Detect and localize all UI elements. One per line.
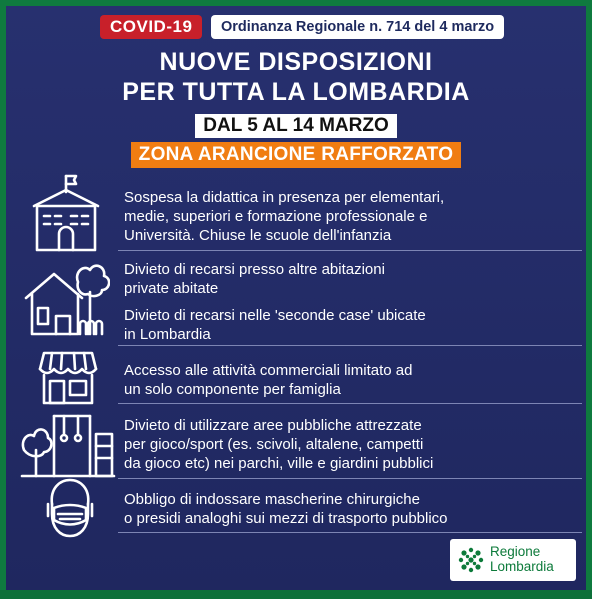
item-line: medie, superiori e formazione professionale e [124,208,428,225]
title-line-2: PER TUTTA LA LOMBARDIA [122,78,470,106]
item-text-school [124,188,564,245]
item-line: Accesso alle attività commerciali limitato ad [124,362,413,379]
bottom-strip [0,590,592,599]
regione-lombardia-logo [450,539,576,581]
title-line-1: NUOVE DISPOSIZIONI [159,48,433,76]
item-text-shops [124,361,564,399]
poster [6,6,586,590]
logo-line-1: Regione [490,544,541,559]
item-line: Divieto di recarsi nelle 'seconde case' ubicate [124,307,426,324]
item-line: un solo componente per famiglia [124,381,341,398]
item-line: private abitate [124,280,219,297]
house-icon [22,258,110,338]
item-line: Sospesa la didattica in presenza per elementari, [124,189,445,206]
date-range: DAL 5 AL 14 MARZO [195,114,396,138]
ordinance-label: Ordinanza Regionale n. 714 del 4 marzo [211,15,504,39]
shop-icon [36,349,100,407]
rosa-camuna-icon [457,546,485,579]
divider [118,532,582,533]
item-text-second-homes [124,306,564,344]
covid-badge: COVID-19 [100,15,202,39]
divider [118,345,582,346]
item-line: per gioco/sport (es. scivoli, altalene, campetti [124,436,424,453]
zone-badge: ZONA ARANCIONE RAFFORZATO [131,142,462,168]
item-line: Obbligo di indossare mascherine chirurgiche [124,491,420,508]
school-icon [28,172,104,254]
logo-text [490,544,554,574]
item-line: Divieto di utilizzare aree pubbliche attrezzate [124,417,422,434]
logo-line-2: Lombardia [490,559,554,574]
item-line: in Lombardia [124,326,211,343]
item-line: Università. Chiuse le scuole dell'infanzia [124,227,392,244]
divider [118,403,582,404]
divider [118,250,582,251]
divider [118,478,582,479]
item-line: Divieto di recarsi presso altre abitazioni [124,261,385,278]
item-line: da gioco etc) nei parchi, ville e giardini pubblici [124,455,434,472]
face-mask-icon [42,478,98,540]
item-line: o presidi analoghi sui mezzi di trasporto pubblico [124,510,448,527]
item-text-public-areas [124,416,564,473]
item-text-masks [124,490,564,528]
item-text-other-homes [124,260,564,298]
playground-icon [18,410,118,480]
